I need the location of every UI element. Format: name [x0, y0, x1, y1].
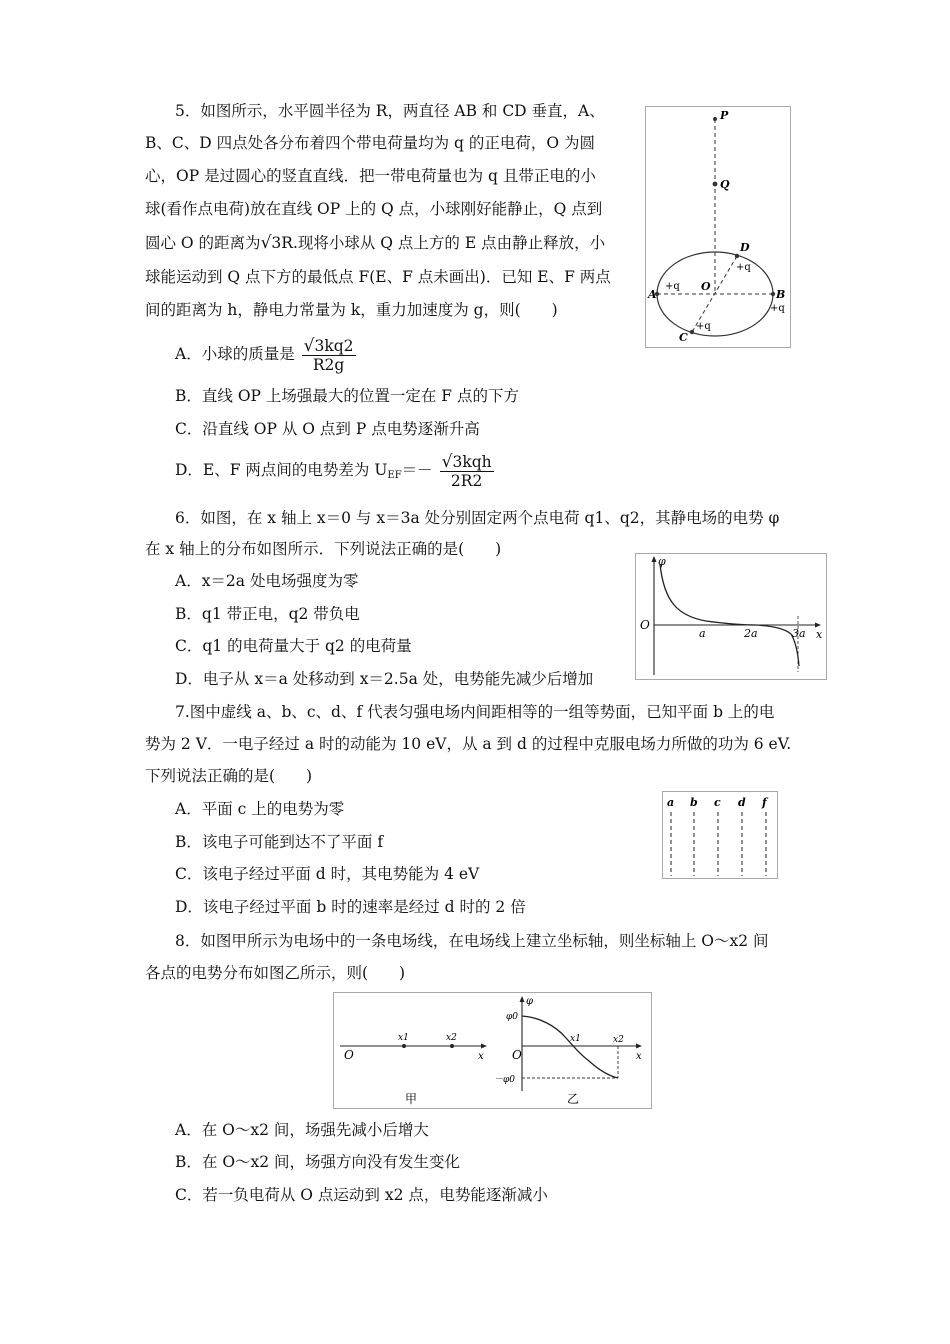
- label-x2-jia: x2: [446, 1033, 457, 1043]
- q5-option-d-fraction: [440, 453, 494, 490]
- q8-line-1: 8．如图甲所示为电场中的一条电场线，在电场线上建立坐标轴，则坐标轴上 O～x2 间: [175, 932, 769, 950]
- point-b-dot: [771, 292, 775, 296]
- label-charge-d: +q: [736, 262, 751, 273]
- point-q-dot: [713, 182, 718, 187]
- label-phi0: φ0: [506, 1012, 519, 1022]
- q5-line-4: 球(看作点电荷)放在直线 OP 上的 Q 点，小球刚好能静止，Q 点到: [145, 200, 603, 218]
- q5-line-6: 球能运动到 Q 点下方的最低点 F(E、F 点未画出)．已知 E、F 两点: [145, 268, 611, 286]
- q5-line-7: 间的距离为 h，静电力常量为 k，重力加速度为 g，则( ): [145, 301, 558, 319]
- label-x: x: [816, 628, 823, 641]
- q5-option-d-equals: ＝－: [401, 461, 433, 479]
- q5-option-d-prefix: D．E、F 两点间的电势差为 U: [175, 461, 388, 479]
- label-b: B: [776, 288, 786, 301]
- label-charge-b: +q: [770, 303, 785, 314]
- label-3a: 3a: [792, 627, 806, 640]
- label-d: D: [740, 241, 750, 254]
- q7-line-3: 下列说法正确的是( ): [145, 767, 313, 785]
- sqrt-symbol: √: [303, 335, 315, 356]
- q5-option-d-numerator: 3kqh: [452, 452, 492, 471]
- q5-option-a: [175, 336, 358, 374]
- q5-line-2: B、C、D 四点处各分布着四个带电荷量均为 q 的正电荷，O 为圆: [145, 134, 596, 152]
- sqrt-symbol: √: [260, 233, 272, 253]
- label-plane-f: f: [762, 796, 767, 809]
- caption-yi: 乙: [567, 1092, 580, 1106]
- q7-figure: [662, 791, 778, 879]
- label-plane-c: c: [714, 796, 721, 809]
- potential-curve-yi: [522, 1016, 618, 1078]
- label-x1-yi: x1: [570, 1034, 581, 1044]
- q5-option-a-denominator: R2g: [312, 355, 345, 374]
- label-origin-yi: O: [512, 1048, 522, 1062]
- q7-option-d: D．该电子经过平面 b 时的速率是经过 d 时的 2 倍: [175, 898, 526, 916]
- q5-option-a-fraction: [302, 337, 356, 374]
- label-2a: 2a: [744, 627, 758, 640]
- q8-option-a: A．在 O～x2 间，场强先减小后增大: [175, 1121, 429, 1139]
- label-plane-b: b: [690, 796, 698, 809]
- q5-option-d-subscript: EF: [387, 470, 402, 481]
- q6-option-c: C．q1 的电荷量大于 q2 的电荷量: [175, 637, 412, 655]
- label-origin: O: [640, 618, 650, 632]
- q7-line-2: 势为 2 V．一电子经过 a 时的动能为 10 eV，从 a 到 d 的过程中克服电场力所做的功为 6 eV.: [145, 735, 792, 753]
- q6-option-d: D．电子从 x＝a 处移动到 x＝2.5a 处，电势能先减少后增加: [175, 670, 594, 688]
- q6-line-1: 6．如图，在 x 轴上 x＝0 与 x＝3a 处分别固定两个点电荷 q1、q2，其静电场的电势 φ: [175, 509, 780, 527]
- label-plane-d: d: [738, 796, 746, 809]
- q6-option-b: B．q1 带正电，q2 带负电: [175, 605, 360, 623]
- potential-curve: [660, 564, 799, 666]
- q5-option-a-numerator: 3kq2: [314, 336, 354, 355]
- label-c: C: [679, 331, 688, 344]
- label-charge-c: +q: [696, 321, 711, 332]
- q5-line-5: [145, 233, 605, 253]
- q5-option-d-denominator: 2R2: [450, 471, 483, 490]
- label-x-yi: x: [636, 1051, 642, 1062]
- q5-line-3: 心，OP 是过圆心的竖直直线．把一带电荷量也为 q 且带正电的小: [145, 167, 596, 185]
- q7-option-b: B．该电子可能到达不了平面 f: [175, 833, 384, 851]
- q5-option-c: C．沿直线 OP 从 O 点到 P 点电势逐渐升高: [175, 420, 480, 438]
- point-d-dot: [735, 254, 739, 258]
- q8-figure: [333, 992, 652, 1109]
- q5-option-b: B．直线 OP 上场强最大的位置一定在 F 点的下方: [175, 387, 519, 405]
- caption-jia: 甲: [405, 1092, 418, 1106]
- q8-option-c: C．若一负电荷从 O 点运动到 x2 点，电势能逐渐减小: [175, 1186, 548, 1204]
- label-a: A: [648, 288, 657, 301]
- label-p: P: [720, 109, 729, 122]
- point-x2-jia: [450, 1044, 454, 1048]
- label-plane-a: a: [667, 796, 675, 809]
- point-x1-jia: [402, 1044, 406, 1048]
- label-a: a: [699, 627, 706, 640]
- label-x1-jia: x1: [398, 1033, 409, 1043]
- label-x2-yi: x2: [613, 1035, 624, 1045]
- q8-line-2: 各点的电势分布如图乙所示，则( ): [145, 964, 406, 982]
- label-x-jia: x: [478, 1051, 484, 1062]
- label-phi: φ: [658, 555, 666, 568]
- label-origin-jia: O: [344, 1048, 354, 1062]
- q5-figure: [645, 106, 791, 348]
- q6-option-a: A．x＝2a 处电场强度为零: [175, 572, 359, 590]
- q5-line-1: 5．如图所示，水平圆半径为 R，两直径 AB 和 CD 垂直，A、: [175, 102, 605, 120]
- label-o: O: [701, 280, 711, 293]
- label-charge-a: +q: [665, 281, 680, 292]
- q5-option-a-prefix: A．小球的质量是: [175, 345, 295, 363]
- q6-figure: [635, 553, 827, 680]
- q5-option-d: [175, 452, 496, 494]
- q6-line-2: 在 x 轴上的分布如图所示．下列说法正确的是( ): [145, 540, 502, 558]
- point-p-dot: [713, 117, 717, 121]
- q5-line-5a: 圆心 O 的距离为: [145, 234, 261, 252]
- label-neg-phi0: －φ0: [494, 1075, 516, 1085]
- point-c-dot: [690, 330, 694, 334]
- sqrt-symbol: √: [441, 451, 453, 472]
- q8-option-b: B．在 O～x2 间，场强方向没有发生变化: [175, 1153, 461, 1171]
- label-phi-yi: φ: [526, 996, 534, 1007]
- q5-line-5b: 3R.现将小球从 Q 点上方的 E 点由静止释放，小: [271, 234, 606, 252]
- q7-option-a: A．平面 c 上的电势为零: [175, 800, 345, 818]
- q7-option-c: C．该电子经过平面 d 时，其电势能为 4 eV: [175, 865, 480, 883]
- q7-line-1: 7.图中虚线 a、b、c、d、f 代表匀强电场内间距相等的一组等势面，已知平面 b 上的电: [175, 703, 775, 721]
- label-q: Q: [720, 178, 730, 191]
